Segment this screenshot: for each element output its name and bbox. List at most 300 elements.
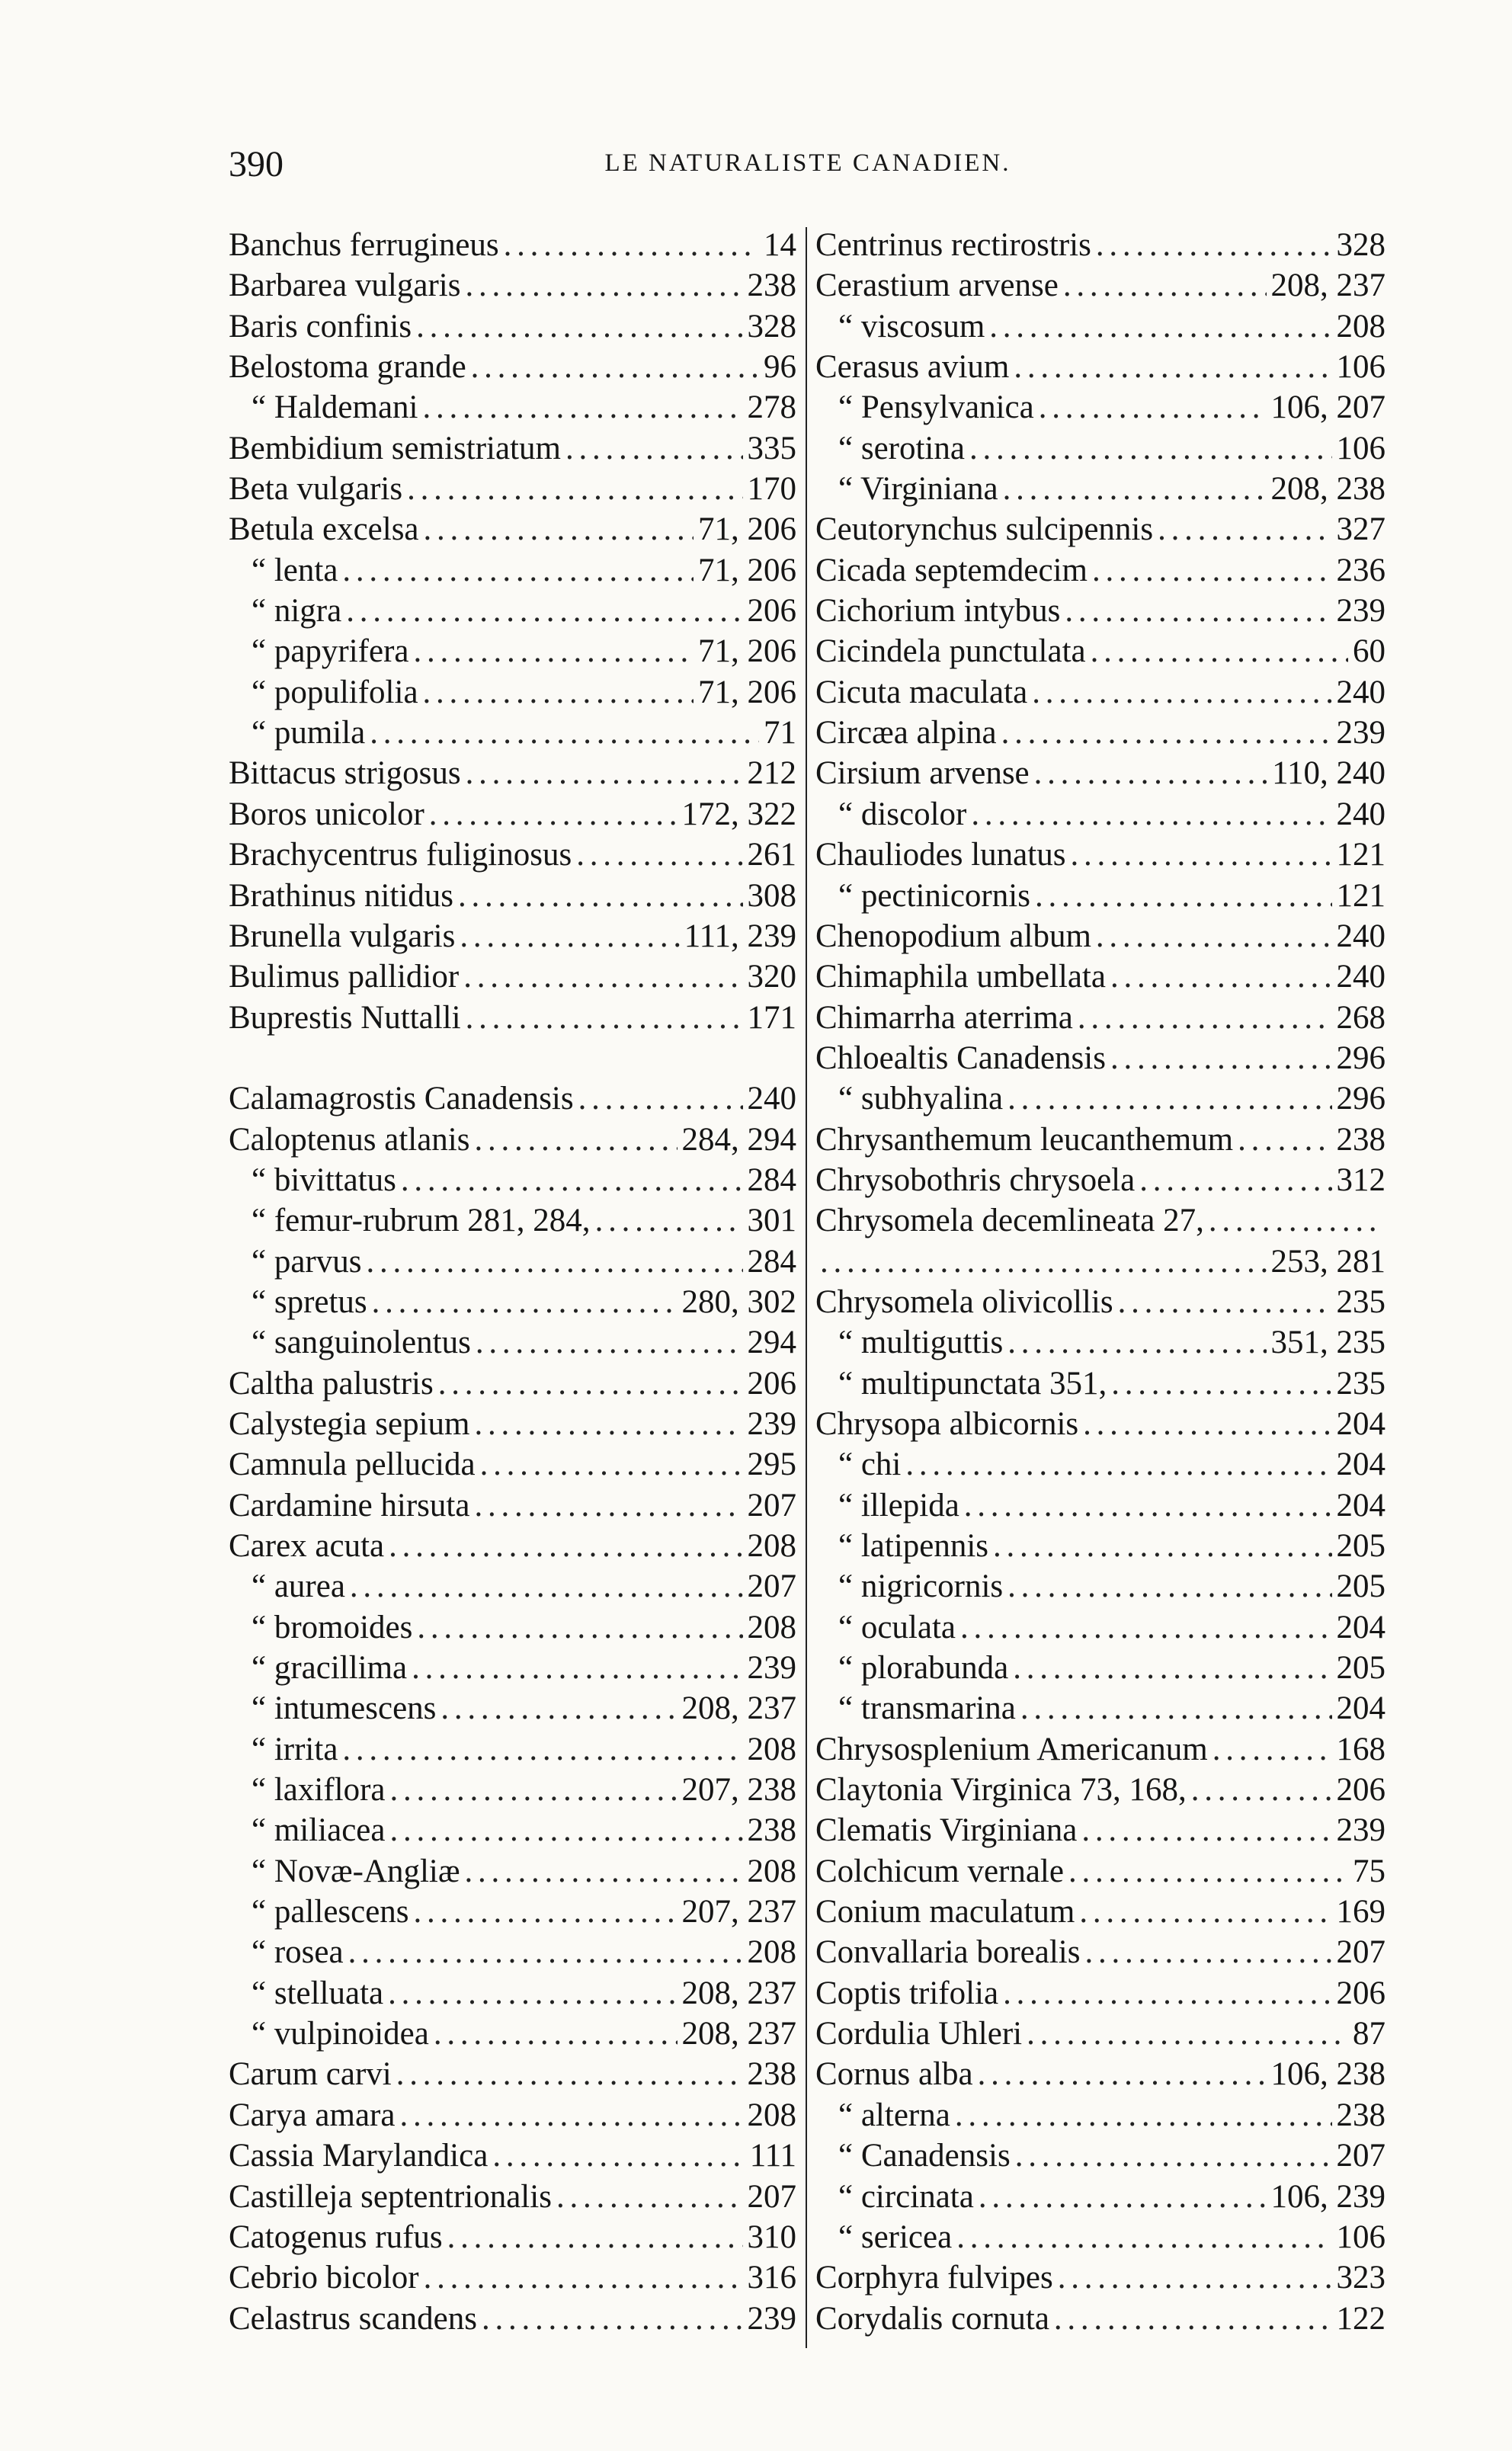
index-entry bbox=[229, 1526, 796, 1566]
index-entry bbox=[229, 265, 796, 306]
index-entry bbox=[229, 1973, 796, 2014]
entry-name: Cerastium arvense bbox=[815, 268, 1059, 304]
leader-dots bbox=[1070, 835, 1331, 875]
index-entry bbox=[229, 2014, 796, 2054]
leader-dots bbox=[407, 469, 742, 509]
entry-name: “ plorabunda bbox=[838, 1650, 1009, 1687]
entry-pages: 312 bbox=[1336, 1161, 1385, 1198]
entry-pages: 240 bbox=[1336, 674, 1385, 710]
entry-name: Calystegia sepium bbox=[229, 1405, 470, 1442]
index-entry bbox=[229, 1851, 796, 1892]
entry-name: Cichorium intybus bbox=[815, 593, 1061, 630]
entry-pages: 239 bbox=[1336, 715, 1385, 751]
index-entry bbox=[229, 713, 796, 753]
entry-name: “ Virginiana bbox=[838, 471, 998, 508]
leader-dots bbox=[342, 550, 694, 591]
index-entry bbox=[815, 509, 1385, 549]
index-entry bbox=[815, 1566, 1385, 1607]
index-entry bbox=[815, 631, 1385, 671]
entry-name: “ multipunctata 351, bbox=[838, 1365, 1107, 1402]
entry-pages: 204 bbox=[1336, 1405, 1385, 1442]
entry-name: “ discolor bbox=[838, 796, 967, 832]
leader-dots bbox=[993, 1526, 1331, 1566]
entry-name: “ multiguttis bbox=[838, 1325, 1004, 1361]
leader-dots bbox=[1014, 347, 1331, 387]
entry-name: Chauliodes lunatus bbox=[815, 837, 1066, 873]
entry-name: Buprestis Nuttalli bbox=[229, 999, 461, 1036]
index-entry bbox=[229, 387, 796, 428]
entry-name: “ pectinicornis bbox=[838, 877, 1030, 914]
leader-dots bbox=[346, 591, 742, 631]
leader-dots bbox=[1079, 1892, 1331, 1932]
entry-name: Calamagrostis Canadensis bbox=[229, 1081, 574, 1117]
entry-pages: 236 bbox=[1336, 552, 1385, 588]
index-entry bbox=[815, 1038, 1385, 1078]
entry-name: “ bromoides bbox=[251, 1609, 413, 1645]
index-entry bbox=[229, 2095, 796, 2135]
entry-pages: 71, 206 bbox=[698, 552, 796, 588]
leader-dots bbox=[1158, 509, 1331, 549]
entry-pages: 280, 302 bbox=[681, 1283, 796, 1320]
leader-dots bbox=[480, 1444, 743, 1485]
entry-pages: 171 bbox=[747, 999, 796, 1036]
index-entry bbox=[815, 2299, 1385, 2339]
leader-dots bbox=[474, 1485, 742, 1526]
leader-dots bbox=[342, 1729, 742, 1770]
leader-dots bbox=[1003, 469, 1267, 509]
entry-pages: 328 bbox=[747, 308, 796, 344]
entry-name: Chrysomela olivicollis bbox=[815, 1283, 1113, 1320]
entry-name: Bulimus pallidior bbox=[229, 959, 460, 995]
entry-pages: 208 bbox=[747, 1934, 796, 1971]
index-entry bbox=[815, 469, 1385, 509]
leader-dots bbox=[1238, 1120, 1331, 1160]
entry-pages: 308 bbox=[747, 877, 796, 914]
entry-pages: 170 bbox=[747, 471, 796, 508]
entry-pages: 204 bbox=[1336, 1487, 1385, 1523]
leader-dots bbox=[1078, 998, 1332, 1038]
entry-name: “ lenta bbox=[251, 552, 338, 588]
entry-name: Banchus ferrugineus bbox=[229, 227, 499, 263]
entry-pages: 172, 322 bbox=[681, 796, 796, 832]
index-entry bbox=[229, 1566, 796, 1607]
index-entry bbox=[229, 509, 796, 549]
entry-pages: 87 bbox=[1353, 2016, 1385, 2052]
leader-dots bbox=[1111, 1363, 1331, 1404]
entry-pages: 208, 237 bbox=[681, 1690, 796, 1727]
entry-pages: 327 bbox=[1336, 511, 1385, 548]
index-entry bbox=[815, 347, 1385, 387]
entry-pages: 96 bbox=[764, 349, 796, 386]
entry-name: “ oculata bbox=[838, 1609, 956, 1645]
entry-pages: 111, 239 bbox=[684, 918, 796, 954]
entry-pages: 294 bbox=[747, 1325, 796, 1361]
entry-name: Boros unicolor bbox=[229, 796, 424, 832]
index-entry bbox=[815, 1973, 1385, 2014]
index-entry bbox=[815, 591, 1385, 631]
entry-pages: 239 bbox=[747, 1405, 796, 1442]
index-entry bbox=[815, 1648, 1385, 1688]
entry-pages: 14 bbox=[764, 227, 796, 263]
leader-dots bbox=[1118, 1282, 1332, 1322]
index-entry bbox=[815, 306, 1385, 347]
index-entry bbox=[815, 1322, 1385, 1363]
index-entry bbox=[229, 1932, 796, 1972]
index-column-left bbox=[229, 225, 796, 2339]
leader-dots bbox=[366, 1242, 742, 1282]
entry-name: Brachycentrus fuliginosus bbox=[229, 837, 572, 873]
entry-name: “ miliacea bbox=[251, 1812, 386, 1849]
index-entry bbox=[815, 428, 1385, 469]
entry-name: Chrysopa albicornis bbox=[815, 1405, 1079, 1442]
entry-name: Chloealtis Canadensis bbox=[815, 1040, 1106, 1076]
entry-pages: 208, 237 bbox=[1270, 268, 1385, 304]
entry-name: Carum carvi bbox=[229, 2056, 392, 2093]
entry-name: “ intumescens bbox=[251, 1690, 437, 1727]
entry-pages: 240 bbox=[1336, 959, 1385, 995]
index-entry bbox=[229, 1242, 796, 1282]
entry-pages: 295 bbox=[747, 1447, 796, 1483]
index-entry bbox=[229, 225, 796, 265]
index-entry bbox=[229, 2299, 796, 2339]
entry-pages: 169 bbox=[1336, 1894, 1385, 1930]
entry-pages: 208 bbox=[1336, 308, 1385, 344]
leader-dots bbox=[417, 1607, 742, 1648]
index-entry bbox=[229, 2135, 796, 2176]
leader-dots bbox=[447, 2217, 743, 2257]
entry-name: “ parvus bbox=[251, 1243, 362, 1280]
entry-pages: 212 bbox=[747, 755, 796, 792]
entry-name: Carya amara bbox=[229, 2097, 396, 2133]
entry-name: Cicada septemdecim bbox=[815, 552, 1088, 588]
entry-pages: 205 bbox=[1336, 1568, 1385, 1605]
index-entry bbox=[815, 1810, 1385, 1850]
leader-dots bbox=[1096, 225, 1332, 265]
entry-pages: 206 bbox=[747, 1365, 796, 1402]
entry-name: “ serotina bbox=[838, 430, 965, 466]
index-entry bbox=[229, 998, 796, 1038]
entry-name: Corydalis cornuta bbox=[815, 2300, 1049, 2337]
entry-name: “ gracillima bbox=[251, 1650, 408, 1687]
entry-pages: 208, 238 bbox=[1270, 471, 1385, 508]
entry-name: Cassia Marylandica bbox=[229, 2138, 489, 2174]
entry-name: “ Novæ-Angliæ bbox=[251, 1853, 460, 1889]
entry-pages: 106 bbox=[1336, 430, 1385, 466]
page-number: 390 bbox=[229, 144, 284, 184]
leader-dots bbox=[492, 2135, 745, 2176]
leader-dots bbox=[1091, 631, 1348, 671]
leader-dots bbox=[1065, 591, 1331, 631]
entry-pages: 284 bbox=[747, 1243, 796, 1280]
entry-pages: 121 bbox=[1336, 837, 1385, 873]
index-entry bbox=[229, 1282, 796, 1322]
entry-name: Centrinus rectirostris bbox=[815, 227, 1091, 263]
index-entry bbox=[815, 1078, 1385, 1119]
index-entry bbox=[229, 2177, 796, 2217]
index-entry bbox=[229, 2217, 796, 2257]
entry-pages: 296 bbox=[1336, 1081, 1385, 1117]
leader-dots bbox=[474, 1120, 677, 1160]
entry-pages: 261 bbox=[747, 837, 796, 873]
leader-dots bbox=[578, 1078, 743, 1119]
entry-name: Chimaphila umbellata bbox=[815, 959, 1106, 995]
leader-dots bbox=[1020, 1688, 1332, 1729]
leader-dots bbox=[820, 1242, 1267, 1282]
entry-name: Claytonia Virginica 73, 168, bbox=[815, 1772, 1187, 1809]
leader-dots bbox=[576, 835, 742, 875]
index-entry bbox=[229, 876, 796, 916]
entry-name: Caloptenus atlanis bbox=[229, 1121, 470, 1158]
index-entry bbox=[229, 835, 796, 875]
entry-pages: 75 bbox=[1353, 1853, 1385, 1889]
entry-pages: 208, 237 bbox=[681, 2016, 796, 2052]
entry-pages: 208 bbox=[747, 1609, 796, 1645]
leader-dots bbox=[1191, 1770, 1332, 1810]
entry-pages: 60 bbox=[1353, 633, 1385, 670]
entry-name: “ viscosum bbox=[838, 308, 985, 344]
entry-name: Brathinus nitidus bbox=[229, 877, 454, 914]
leader-dots bbox=[482, 2299, 742, 2339]
leader-dots bbox=[1015, 2135, 1332, 2176]
entry-pages: 238 bbox=[1336, 2097, 1385, 2133]
entry-pages: 310 bbox=[747, 2219, 796, 2255]
entry-pages: 239 bbox=[747, 1650, 796, 1687]
entry-name: “ sanguinolentus bbox=[251, 1325, 471, 1361]
leader-dots bbox=[474, 1404, 742, 1444]
entry-name: Caltha palustris bbox=[229, 1365, 434, 1402]
leader-dots bbox=[1092, 550, 1332, 591]
index-entry bbox=[815, 2177, 1385, 2217]
entry-name: Cordulia Uhleri bbox=[815, 2016, 1023, 2052]
entry-pages: 240 bbox=[1336, 918, 1385, 954]
entry-name: “ spretus bbox=[251, 1283, 367, 1320]
entry-name: Circæa alpina bbox=[815, 715, 997, 751]
leader-dots bbox=[460, 916, 679, 956]
entry-pages: 204 bbox=[1336, 1609, 1385, 1645]
leader-dots bbox=[424, 2257, 743, 2298]
leader-dots bbox=[1013, 1648, 1331, 1688]
index-entry bbox=[815, 876, 1385, 916]
entry-pages: 323 bbox=[1336, 2260, 1385, 2296]
entry-name: “ chi bbox=[838, 1447, 902, 1483]
entry-pages: 207 bbox=[747, 1568, 796, 1605]
entry-pages: 121 bbox=[1336, 877, 1385, 914]
leader-dots bbox=[955, 2095, 1332, 2135]
entry-name: Corphyra fulvipes bbox=[815, 2260, 1053, 2296]
leader-dots bbox=[399, 2095, 742, 2135]
leader-dots bbox=[401, 1160, 743, 1200]
entry-name: Castilleja septentrionalis bbox=[229, 2178, 552, 2215]
entry-name: “ latipennis bbox=[838, 1528, 989, 1564]
leader-dots bbox=[350, 1566, 743, 1607]
entry-pages: 208, 237 bbox=[681, 1975, 796, 2011]
entry-pages: 335 bbox=[747, 430, 796, 466]
index-entry bbox=[229, 956, 796, 997]
index-entry bbox=[815, 225, 1385, 265]
entry-name: “ subhyalina bbox=[838, 1081, 1004, 1117]
entry-pages: 206 bbox=[747, 593, 796, 630]
leader-dots bbox=[1209, 1200, 1381, 1241]
entry-name: “ laxiflora bbox=[251, 1772, 386, 1809]
leader-dots bbox=[466, 998, 743, 1038]
entry-name: Cardamine hirsuta bbox=[229, 1487, 470, 1523]
leader-dots bbox=[414, 1892, 678, 1932]
index-entry bbox=[815, 672, 1385, 713]
index-entry bbox=[815, 1444, 1385, 1485]
entry-name: Chrysobothris chrysoela bbox=[815, 1161, 1136, 1198]
leader-dots bbox=[1063, 265, 1267, 306]
entry-name: Baris confinis bbox=[229, 308, 412, 344]
entry-name: Bittacus strigosus bbox=[229, 755, 461, 792]
index-entry bbox=[229, 794, 796, 835]
index-entry bbox=[815, 1242, 1385, 1282]
leader-dots bbox=[1084, 1932, 1331, 1972]
index-entry bbox=[815, 1526, 1385, 1566]
entry-name: Chrysomela decemlineata 27, bbox=[815, 1203, 1204, 1239]
leader-dots bbox=[1007, 1566, 1331, 1607]
entry-name: Ceutorynchus sulcipennis bbox=[815, 511, 1154, 548]
entry-pages: 316 bbox=[747, 2260, 796, 2296]
index-entry bbox=[815, 835, 1385, 875]
entry-name: Chimarrha aterrima bbox=[815, 999, 1073, 1036]
index-entry bbox=[815, 794, 1385, 835]
entry-name: Coptis trifolia bbox=[815, 1975, 999, 2011]
entry-pages: 320 bbox=[747, 959, 796, 995]
index-entry bbox=[815, 2135, 1385, 2176]
entry-name: Chrysanthemum leucanthemum bbox=[815, 1121, 1234, 1158]
leader-dots bbox=[396, 2054, 743, 2094]
entry-pages: 106 bbox=[1336, 349, 1385, 386]
leader-dots bbox=[1039, 387, 1267, 428]
leader-dots bbox=[504, 225, 759, 265]
leader-dots bbox=[1212, 1729, 1332, 1770]
leader-dots bbox=[1001, 713, 1332, 753]
index-entry bbox=[229, 1688, 796, 1729]
leader-dots bbox=[1032, 672, 1331, 713]
index-entry bbox=[229, 1363, 796, 1404]
leader-dots bbox=[463, 956, 742, 997]
entry-name: Barbarea vulgaris bbox=[229, 268, 461, 304]
leader-dots bbox=[465, 265, 742, 306]
leader-dots bbox=[1007, 1322, 1266, 1363]
leader-dots bbox=[1068, 1851, 1348, 1892]
leader-dots bbox=[978, 2054, 1267, 2094]
index-entry bbox=[815, 1200, 1385, 1241]
column-divider bbox=[806, 227, 807, 2348]
index-entry bbox=[229, 1322, 796, 1363]
leader-dots bbox=[971, 794, 1331, 835]
index-entry bbox=[229, 1607, 796, 1648]
index-entry bbox=[229, 1485, 796, 1526]
index-entry bbox=[229, 672, 796, 713]
entry-pages: 205 bbox=[1336, 1650, 1385, 1687]
index-entry bbox=[815, 1160, 1385, 1200]
entry-pages: 111 bbox=[749, 2138, 796, 2174]
entry-name: Beta vulgaris bbox=[229, 471, 403, 508]
entry-pages: 205 bbox=[1336, 1528, 1385, 1564]
leader-dots bbox=[1096, 916, 1332, 956]
entry-pages: 106, 207 bbox=[1270, 389, 1385, 426]
entry-name: “ nigra bbox=[251, 593, 342, 630]
leader-dots bbox=[370, 713, 759, 753]
entry-name: “ transmarina bbox=[838, 1690, 1016, 1727]
leader-dots bbox=[471, 347, 759, 387]
entry-name: Belostoma grande bbox=[229, 349, 466, 386]
index-entry bbox=[229, 347, 796, 387]
entry-pages: 238 bbox=[747, 2056, 796, 2093]
leader-dots bbox=[423, 387, 743, 428]
index-entry bbox=[815, 998, 1385, 1038]
entry-name: “ papyrifera bbox=[251, 633, 409, 670]
entry-name: Cerasus avium bbox=[815, 349, 1010, 386]
leader-dots bbox=[423, 672, 694, 713]
index-entry bbox=[815, 387, 1385, 428]
index-entry bbox=[815, 2217, 1385, 2257]
running-head: LE NATURALISTE CANADIEN. bbox=[604, 149, 1011, 177]
index-entry bbox=[229, 1120, 796, 1160]
index-entry bbox=[815, 916, 1385, 956]
entry-pages: 253, 281 bbox=[1270, 1243, 1385, 1280]
entry-pages: 204 bbox=[1336, 1447, 1385, 1483]
leader-dots bbox=[434, 2014, 678, 2054]
entry-name: Cirsium arvense bbox=[815, 755, 1030, 792]
entry-name: Bembidium semistriatum bbox=[229, 430, 561, 466]
entry-name: “ pumila bbox=[251, 715, 366, 751]
leader-dots bbox=[389, 1810, 742, 1850]
entry-pages: 106 bbox=[1336, 2219, 1385, 2255]
index-entry bbox=[229, 631, 796, 671]
index-entry bbox=[229, 1444, 796, 1485]
entry-name: “ populifolia bbox=[251, 674, 418, 710]
index-entry bbox=[815, 550, 1385, 591]
leader-dots bbox=[960, 1607, 1332, 1648]
entry-pages: 284, 294 bbox=[681, 1121, 796, 1158]
entry-name: Betula excelsa bbox=[229, 511, 419, 548]
leader-dots bbox=[1027, 2014, 1348, 2054]
entry-name: “ stelluata bbox=[251, 1975, 384, 2011]
index-entry bbox=[229, 2054, 796, 2094]
index-entry bbox=[815, 1688, 1385, 1729]
entry-pages: 207 bbox=[747, 2178, 796, 2215]
entry-name: “ illepida bbox=[838, 1487, 959, 1523]
entry-name: Conium maculatum bbox=[815, 1894, 1075, 1930]
entry-pages: 351, 235 bbox=[1270, 1325, 1385, 1361]
entry-pages: 240 bbox=[1336, 796, 1385, 832]
leader-dots bbox=[1034, 753, 1267, 793]
entry-pages: 122 bbox=[1336, 2300, 1385, 2337]
entry-pages: 207 bbox=[747, 1487, 796, 1523]
index-entry bbox=[815, 1282, 1385, 1322]
entry-pages: 328 bbox=[1336, 227, 1385, 263]
index-entry bbox=[229, 591, 796, 631]
index-entry bbox=[815, 1404, 1385, 1444]
entry-name: “ Canadensis bbox=[838, 2138, 1011, 2174]
index-entry bbox=[229, 428, 796, 469]
entry-pages: 71, 206 bbox=[698, 511, 796, 548]
index-entry bbox=[815, 1770, 1385, 1810]
entry-name: Convallaria borealis bbox=[815, 1934, 1081, 1971]
entry-pages: 106, 238 bbox=[1270, 2056, 1385, 2093]
entry-pages: 106, 239 bbox=[1270, 2178, 1385, 2215]
leader-dots bbox=[1081, 1810, 1331, 1850]
leader-dots bbox=[1054, 2299, 1332, 2339]
entry-pages: 235 bbox=[1336, 1365, 1385, 1402]
entry-pages: 240 bbox=[747, 1081, 796, 1117]
entry-name: “ bivittatus bbox=[251, 1161, 396, 1198]
index-entry bbox=[229, 916, 796, 956]
entry-pages: 278 bbox=[747, 389, 796, 426]
entry-name: “ rosea bbox=[251, 1934, 344, 1971]
